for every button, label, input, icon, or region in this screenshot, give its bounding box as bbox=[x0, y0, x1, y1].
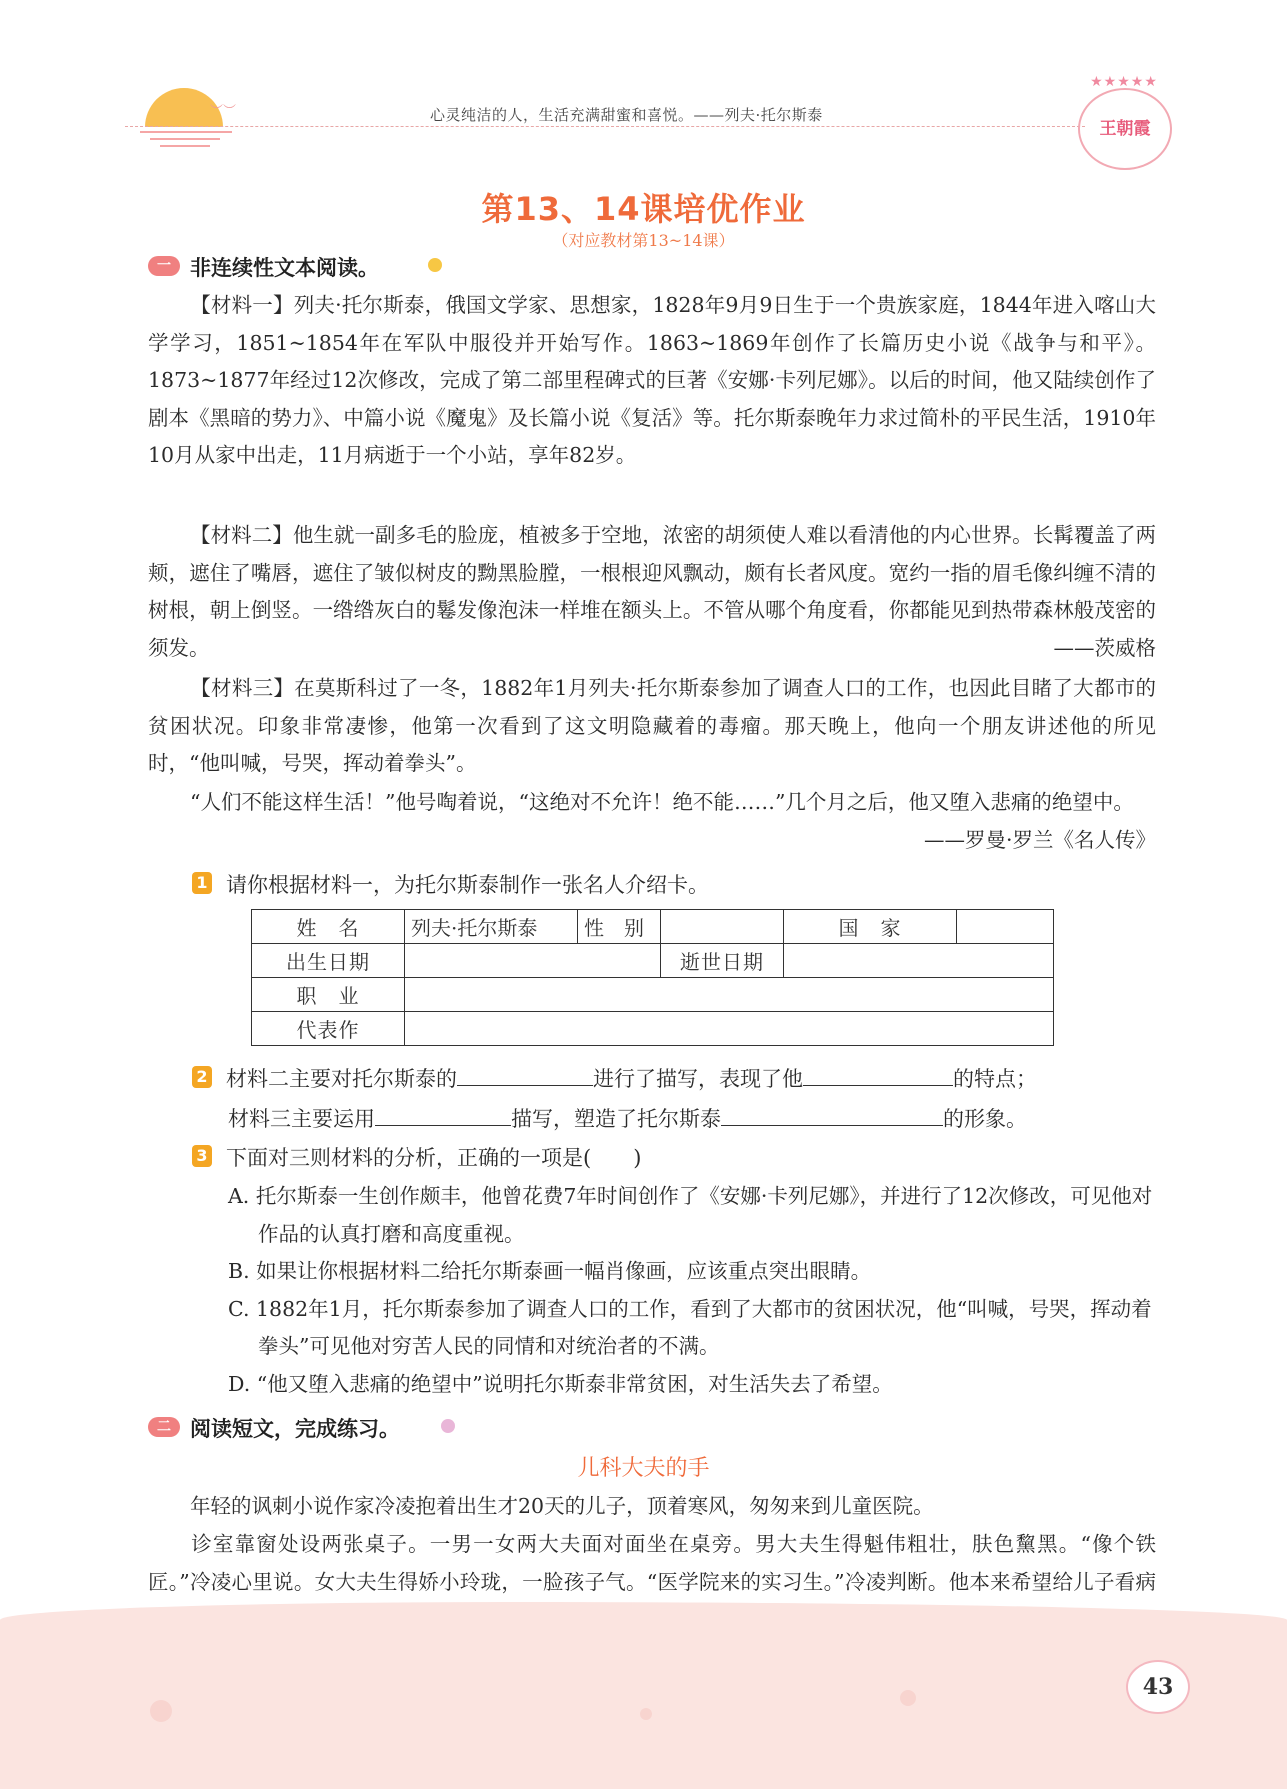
question-one-text: 请你根据材料一，为托尔斯泰制作一张名人介绍卡。 bbox=[226, 873, 709, 897]
country-label: 国 家 bbox=[784, 910, 957, 944]
section-badge: 一 bbox=[148, 256, 180, 276]
bubble-decoration bbox=[900, 1690, 916, 1706]
page-subtitle: （对应教材第13~14课） bbox=[552, 231, 735, 250]
material-three-text: 【材料三】在莫斯科过了一冬，1882年1月列夫·托尔斯泰参加了调查人口的工作，也因此目睹了大都市的贫困状况。印象非常凄惨，他第一次看到了这文明隐藏着的毒瘤。那天晚上，他向一个朋友讲述他的所见时，“他叫喊，号哭，挥动着拳头”。 bbox=[148, 676, 1156, 775]
option-d[interactable]: D. “他又堕入悲痛的绝望中”说明托尔斯泰非常贫困，对生活失去了希望。 bbox=[228, 1371, 893, 1396]
section-title: 非连续性文本阅读。 bbox=[190, 256, 379, 280]
works-label: 代表作 bbox=[252, 1012, 405, 1046]
question-three-options bbox=[228, 1178, 1158, 1403]
story-paragraph-text: 年轻的讽刺小说作家冷凌抱着出生才20天的儿子，顶着寒风，匆匆来到儿童医院。 bbox=[190, 1494, 934, 1518]
lightbulb-icon bbox=[428, 258, 442, 272]
material-three-continued bbox=[148, 784, 1156, 859]
wave-decoration bbox=[140, 131, 232, 133]
answer-blank[interactable] bbox=[803, 1065, 953, 1086]
story-title: 儿科大夫的手 bbox=[577, 1456, 710, 1481]
bird-icon: ︶︶ bbox=[210, 104, 237, 119]
q2-text-part: 进行了描写，表现了他 bbox=[593, 1067, 803, 1091]
occupation-label: 职 业 bbox=[252, 978, 405, 1012]
gender-field[interactable] bbox=[661, 910, 784, 944]
option-a[interactable]: A. 托尔斯泰一生创作颇丰，他曾花费7年时间创作了《安娜·卡列尼娜》，并进行了12次修改，可见他对作品的认真打磨和高度重视。 bbox=[228, 1184, 1153, 1246]
wave-decoration bbox=[150, 138, 220, 140]
profile-card-table bbox=[251, 909, 1054, 1046]
birth-date-label: 出生日期 bbox=[252, 944, 405, 978]
question-three-text: 下面对三则材料的分析，正确的一项是( ) bbox=[226, 1146, 642, 1170]
question-number: 3 bbox=[192, 1145, 212, 1167]
q2-text-part: 材料二主要对托尔斯泰的 bbox=[226, 1067, 457, 1091]
section-badge: 二 bbox=[148, 1417, 180, 1437]
q2-text-part: 描写，塑造了托尔斯泰 bbox=[511, 1107, 721, 1131]
option-c[interactable]: C. 1882年1月，托尔斯泰参加了调查人口的工作，看到了大都市的贫困状况，他“叫喊，号哭，挥动着拳头”可见他对穷苦人民的同情和对统治者的不满。 bbox=[228, 1296, 1152, 1358]
occupation-field[interactable] bbox=[405, 978, 1054, 1012]
wave-decoration bbox=[160, 145, 210, 147]
material-two-text: 【材料二】他生就一副多毛的脸庞，植被多于空地，浓密的胡须使人难以看清他的内心世界。长髯覆盖了两颊，遮住了嘴唇，遮住了皱似树皮的黝黑脸膛，一根根迎风飘动，颇有长者风度。宽约一指的眉毛像纠缠不清的树根，朝上倒竖。一绺绺灰白的鬈发像泡沫一样堆在额头上。不管从哪个角度看，你都能见到热带森林般茂密的须发。 bbox=[148, 523, 1156, 660]
story-paragraph-text: 诊室靠窗处设两张桌子。一男一女两大夫面对面坐在桌旁。男大夫生得魁伟粗壮，肤色黧黑。“像个铁匠。”冷凌心里说。女大夫生得娇小玲珑，一脸孩子气。“医学院来的实习生。”冷凌判断。他本来希望给儿子看病 bbox=[148, 1532, 1156, 1594]
country-field[interactable] bbox=[957, 910, 1054, 944]
question-two-line1 bbox=[226, 1063, 1037, 1093]
footer-wave bbox=[0, 1602, 1287, 1789]
material-one bbox=[148, 287, 1156, 475]
story-paragraph bbox=[148, 1488, 1156, 1526]
question-two-line2 bbox=[228, 1103, 1027, 1133]
page-title: 第13、14课培优作业 bbox=[481, 190, 806, 228]
material-one-text: 【材料一】列夫·托尔斯泰，俄国文学家、思想家，1828年9月9日生于一个贵族家庭，1844年进入喀山大学学习，1851~1854年在军队中服役并开始写作。1863~1869年创作了长篇历史小说《战争与和平》。1873~1877年经过12次修改，完成了第二部里程碑式的巨著《安娜·卡列尼娜》。以后的时间，他又陆续创作了剧本《黑暗的势力》、中篇小说《魔鬼》及长篇小说《复活》等。托尔斯泰晚年力求过简朴的平民生活，1910年10月从家中出走，11月病逝于一个小站，享年82岁。 bbox=[148, 293, 1156, 467]
logo-text: 王朝霞 bbox=[1099, 119, 1151, 139]
material-two bbox=[148, 517, 1156, 667]
lightbulb-icon bbox=[441, 1419, 455, 1433]
option-b[interactable]: B. 如果让你根据材料二给托尔斯泰画一幅肖像画，应该重点突出眼睛。 bbox=[228, 1259, 872, 1283]
brand-logo bbox=[1078, 88, 1172, 170]
material-two-author: ——茨威格 bbox=[1053, 635, 1156, 660]
gender-label: 性 别 bbox=[578, 910, 661, 944]
works-field[interactable] bbox=[405, 1012, 1054, 1046]
answer-blank[interactable] bbox=[721, 1105, 943, 1126]
answer-blank[interactable] bbox=[457, 1065, 593, 1086]
death-date-field[interactable] bbox=[784, 944, 1054, 978]
page-number: 43 bbox=[1126, 1660, 1190, 1714]
question-number: 2 bbox=[192, 1066, 212, 1088]
material-three-author: ——罗曼·罗兰《名人传》 bbox=[923, 827, 1156, 852]
stars-icon: ★★★★★ bbox=[1090, 74, 1158, 90]
header-quote: 心灵纯洁的人，生活充满甜蜜和喜悦。——列夫·托尔斯泰 bbox=[430, 106, 823, 124]
answer-blank[interactable] bbox=[375, 1105, 511, 1126]
q2-text-part: 的特点； bbox=[953, 1067, 1037, 1091]
death-date-label: 逝世日期 bbox=[661, 944, 784, 978]
bubble-decoration bbox=[150, 1700, 172, 1722]
header-divider bbox=[125, 126, 1085, 127]
name-label: 姓 名 bbox=[252, 910, 405, 944]
question-number: 1 bbox=[192, 872, 212, 894]
bubble-decoration bbox=[640, 1708, 652, 1720]
material-three-quote: “人们不能这样生活！”他号啕着说，“这绝对不允许！绝不能……”几个月之后，他又堕入悲痛的绝望中。 bbox=[190, 790, 1134, 814]
name-value: 列夫·托尔斯泰 bbox=[405, 910, 578, 944]
section-title: 阅读短文，完成练习。 bbox=[190, 1417, 400, 1441]
material-three bbox=[148, 670, 1156, 783]
q2-text-part: 材料三主要运用 bbox=[228, 1107, 375, 1131]
q2-text-part: 的形象。 bbox=[943, 1107, 1027, 1131]
birth-date-field[interactable] bbox=[405, 944, 661, 978]
